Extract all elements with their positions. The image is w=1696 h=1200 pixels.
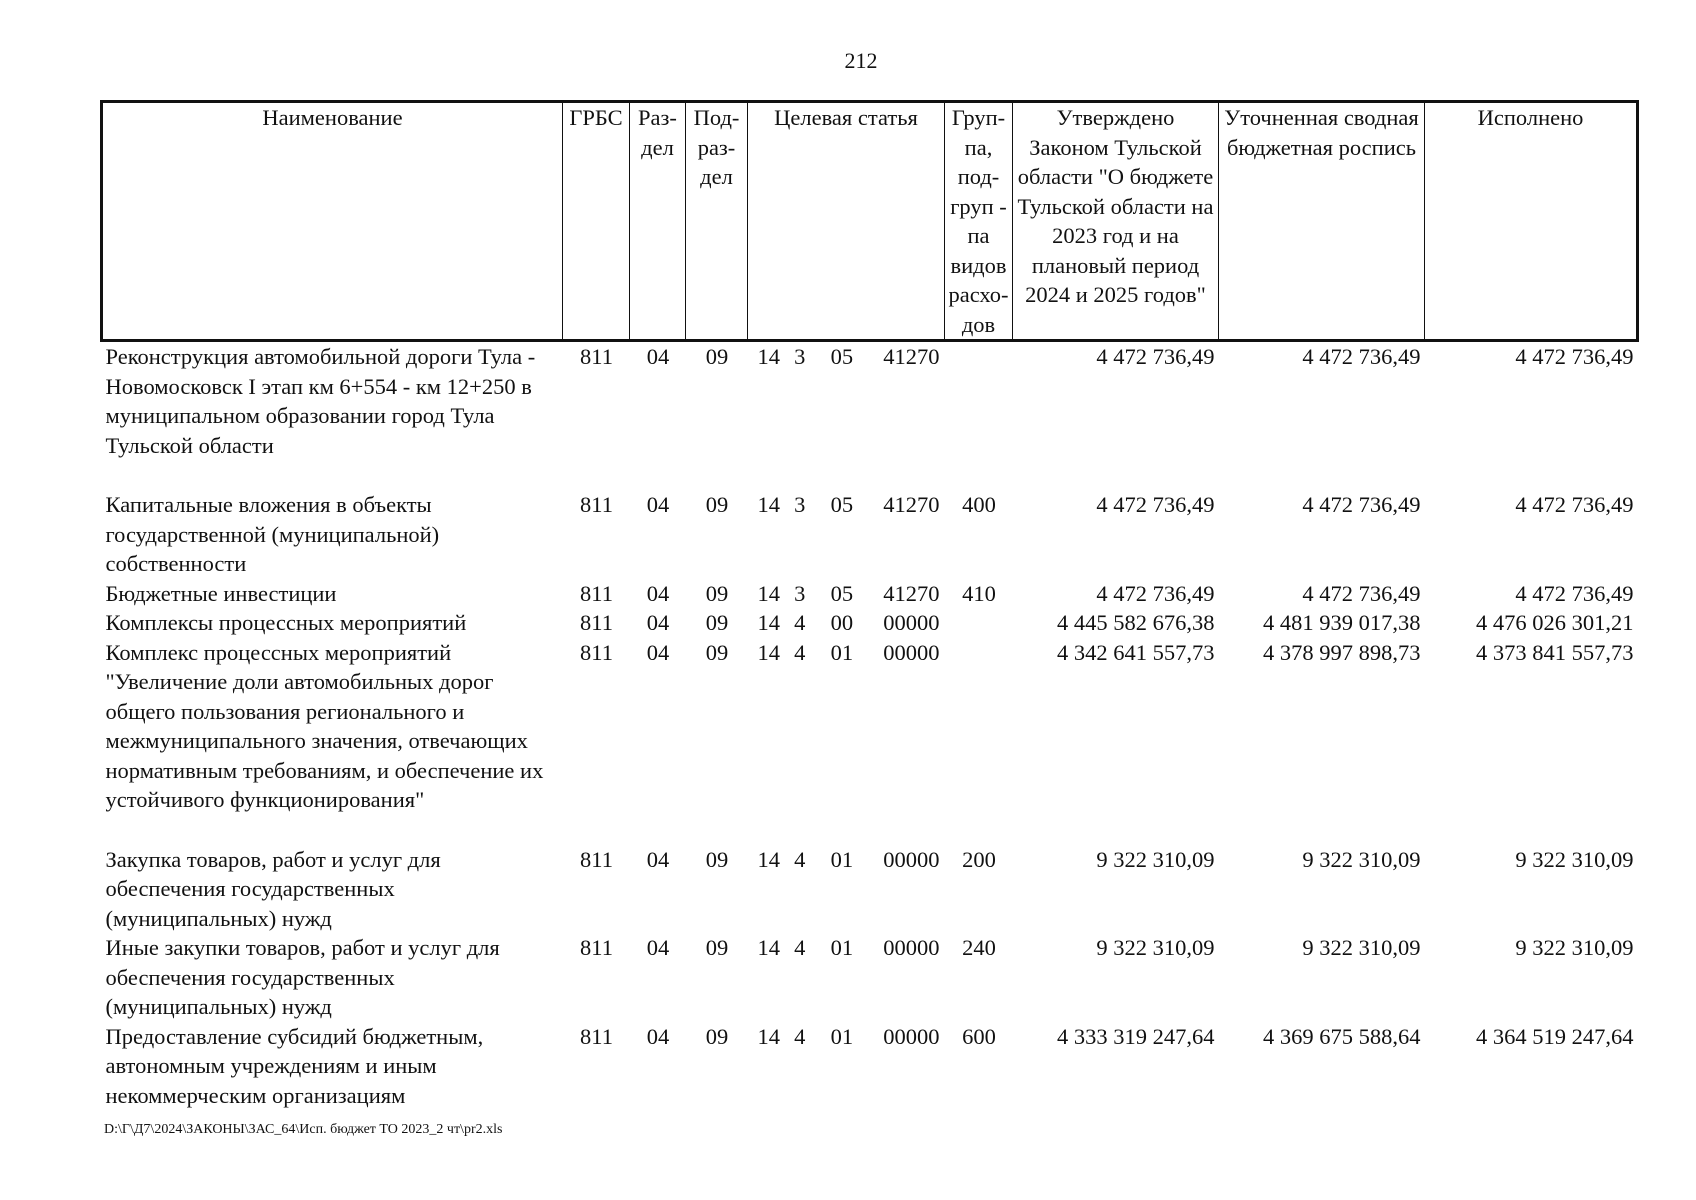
row-razdel: 04: [646, 580, 670, 606]
target-article-part: 00000: [883, 639, 940, 665]
row-target-article: [748, 638, 945, 845]
target-article-part: 4: [794, 846, 806, 872]
row-grbs: 811: [580, 935, 613, 960]
table-row: [102, 341, 1638, 491]
row-name: Реконструкция автомобильной дороги Тула - Новомосковск I этап км 6+554 - км 12+250 в муниципальном образовании город Тула Тульской области: [105, 344, 536, 458]
row-razdel: 04: [646, 344, 670, 369]
row-revised: 4 378 997 898,73: [1263, 639, 1421, 665]
budget-table: [100, 100, 1639, 1110]
row-podrazdel: 09: [705, 610, 729, 635]
row-podrazdel: 09: [705, 846, 729, 872]
row-name: Комплекс процессных мероприятий "Увеличение доли автомобильных дорог общего пользования регионального и межмуниципального значения, отвечающих нормативным требованиям, и обеспечение их устойчивого функционирования": [105, 639, 544, 812]
header-approved: Утверждено Законом Тульской области "О бюджете Тульской области на 2023 год и на плановый период 2024 и 2025 годов": [1013, 102, 1219, 341]
row-expense-group: [945, 341, 1013, 491]
target-article-part: 4: [794, 935, 806, 960]
row-name: Капитальные вложения в объекты государственной (муниципальной) собственности: [105, 492, 440, 576]
table-row: [102, 933, 1638, 1022]
row-expense-group: 600: [962, 1023, 996, 1049]
header-target-article: Целевая статья: [748, 102, 945, 341]
row-podrazdel: 09: [705, 344, 729, 369]
row-executed: 4 373 841 557,73: [1476, 639, 1634, 665]
table-row: [102, 490, 1638, 579]
document-page: [100, 100, 1639, 1110]
row-revised: 9 322 310,09: [1302, 846, 1421, 872]
table-row: [102, 1022, 1638, 1111]
target-article-part: 00: [830, 610, 854, 635]
target-article-part: 14: [757, 344, 780, 369]
target-article-part: 4: [794, 639, 806, 665]
target-article-part: 3: [794, 344, 806, 369]
header-grbs: ГРБС: [563, 102, 630, 341]
table-row: [102, 638, 1638, 845]
target-article-part: 41270: [883, 580, 940, 606]
row-target-article: [748, 608, 945, 638]
row-target-article: [748, 845, 945, 934]
row-executed: 4 472 736,49: [1515, 492, 1634, 517]
row-approved: 4 333 319 247,64: [1057, 1023, 1215, 1049]
row-name: Закупка товаров, работ и услуг для обеспечения государственных (муниципальных) нужд: [105, 846, 441, 931]
row-target-article: [748, 579, 945, 609]
row-expense-group: 400: [962, 492, 996, 517]
row-executed: 4 476 026 301,21: [1476, 610, 1634, 635]
table-row: [102, 845, 1638, 934]
row-razdel: 04: [646, 610, 670, 635]
row-target-article: [748, 341, 945, 491]
row-approved: 4 472 736,49: [1096, 580, 1215, 606]
row-target-article: [748, 933, 945, 1022]
target-article-part: 14: [757, 580, 780, 606]
target-article-part: 00000: [883, 846, 940, 872]
row-name: Бюджетные инвестиции: [105, 580, 337, 606]
row-expense-group: 240: [962, 935, 996, 960]
table-header-row: [102, 102, 1638, 341]
target-article-part: 00000: [883, 935, 940, 960]
row-revised: 4 472 736,49: [1302, 344, 1421, 369]
header-name: Наименование: [102, 102, 563, 341]
row-grbs: 811: [580, 344, 613, 369]
target-article-part: 14: [757, 1023, 780, 1049]
row-name: Комплексы процессных мероприятий: [105, 610, 467, 635]
row-razdel: 04: [646, 1023, 670, 1049]
row-podrazdel: 09: [705, 1023, 729, 1049]
row-executed: 4 472 736,49: [1515, 580, 1634, 606]
target-article-part: 05: [830, 580, 854, 606]
row-grbs: 811: [580, 580, 613, 606]
row-expense-group: 410: [962, 580, 996, 606]
header-expense-group: Груп- па, под- груп - па видов расхо- дов: [945, 102, 1013, 341]
row-approved: 4 472 736,49: [1096, 492, 1215, 517]
row-executed: 4 364 519 247,64: [1476, 1023, 1634, 1049]
row-podrazdel: 09: [705, 935, 729, 960]
row-expense-group: [945, 638, 1013, 845]
row-grbs: 811: [580, 492, 613, 517]
row-grbs: 811: [580, 639, 613, 665]
table-row: [102, 579, 1638, 609]
row-razdel: 04: [646, 846, 670, 872]
row-razdel: 04: [646, 492, 670, 517]
header-revised: Уточненная сводная бюджетная роспись: [1219, 102, 1425, 341]
target-article-part: 3: [794, 580, 806, 606]
row-target-article: [748, 490, 945, 579]
row-podrazdel: 09: [705, 492, 729, 517]
target-article-part: 14: [757, 492, 780, 517]
row-approved: 4 472 736,49: [1096, 344, 1215, 369]
target-article-part: 14: [757, 610, 780, 635]
target-article-part: 00000: [883, 1023, 940, 1049]
row-razdel: 04: [646, 935, 670, 960]
target-article-part: 01: [830, 935, 854, 960]
row-revised: 4 369 675 588,64: [1263, 1023, 1421, 1049]
row-revised: 9 322 310,09: [1302, 935, 1421, 960]
row-target-article: [748, 1022, 945, 1111]
target-article-part: 05: [830, 344, 854, 369]
header-executed: Исполнено: [1425, 102, 1638, 341]
header-podrazdel: Под- раз- дел: [686, 102, 748, 341]
target-article-part: 41270: [883, 492, 940, 517]
target-article-part: 01: [830, 639, 854, 665]
row-approved: 4 342 641 557,73: [1057, 639, 1215, 665]
target-article-part: 14: [757, 935, 780, 960]
row-podrazdel: 09: [705, 580, 729, 606]
target-article-part: 4: [794, 610, 806, 635]
table-body: [102, 341, 1638, 1111]
row-approved: 9 322 310,09: [1096, 935, 1215, 960]
row-expense-group: [945, 608, 1013, 638]
header-razdel: Раз- дел: [630, 102, 686, 341]
file-path-footer: D:\Г\Д7\2024\ЗАКОНЫ\ЗАС_64\Исп. бюджет ТО 2023_2 чт\pr2.xls: [104, 1122, 503, 1137]
row-name: Предоставление субсидий бюджетным, автономным учреждениям и иным некоммерческим организациям: [105, 1023, 484, 1108]
row-revised: 4 481 939 017,38: [1263, 610, 1421, 635]
row-grbs: 811: [580, 610, 613, 635]
row-approved: 4 445 582 676,38: [1057, 610, 1215, 635]
row-executed: 4 472 736,49: [1515, 344, 1634, 369]
table-row: [102, 608, 1638, 638]
page-number: 212: [844, 48, 878, 73]
row-expense-group: 200: [962, 846, 996, 872]
target-article-part: 41270: [883, 344, 940, 369]
row-revised: 4 472 736,49: [1302, 492, 1421, 517]
target-article-part: 01: [830, 846, 854, 872]
row-podrazdel: 09: [705, 639, 729, 665]
row-revised: 4 472 736,49: [1302, 580, 1421, 606]
target-article-part: 14: [757, 846, 780, 872]
target-article-part: 14: [757, 639, 780, 665]
target-article-part: 05: [830, 492, 854, 517]
target-article-part: 00000: [883, 610, 940, 635]
row-executed: 9 322 310,09: [1515, 846, 1634, 872]
row-approved: 9 322 310,09: [1096, 846, 1215, 872]
row-grbs: 811: [580, 1023, 613, 1049]
row-grbs: 811: [580, 846, 613, 872]
target-article-part: 4: [794, 1023, 806, 1049]
row-name: Иные закупки товаров, работ и услуг для обеспечения государственных (муниципальных) нужд: [105, 935, 500, 1019]
row-executed: 9 322 310,09: [1515, 935, 1634, 960]
target-article-part: 01: [830, 1023, 854, 1049]
target-article-part: 3: [794, 492, 806, 517]
row-razdel: 04: [646, 639, 670, 665]
